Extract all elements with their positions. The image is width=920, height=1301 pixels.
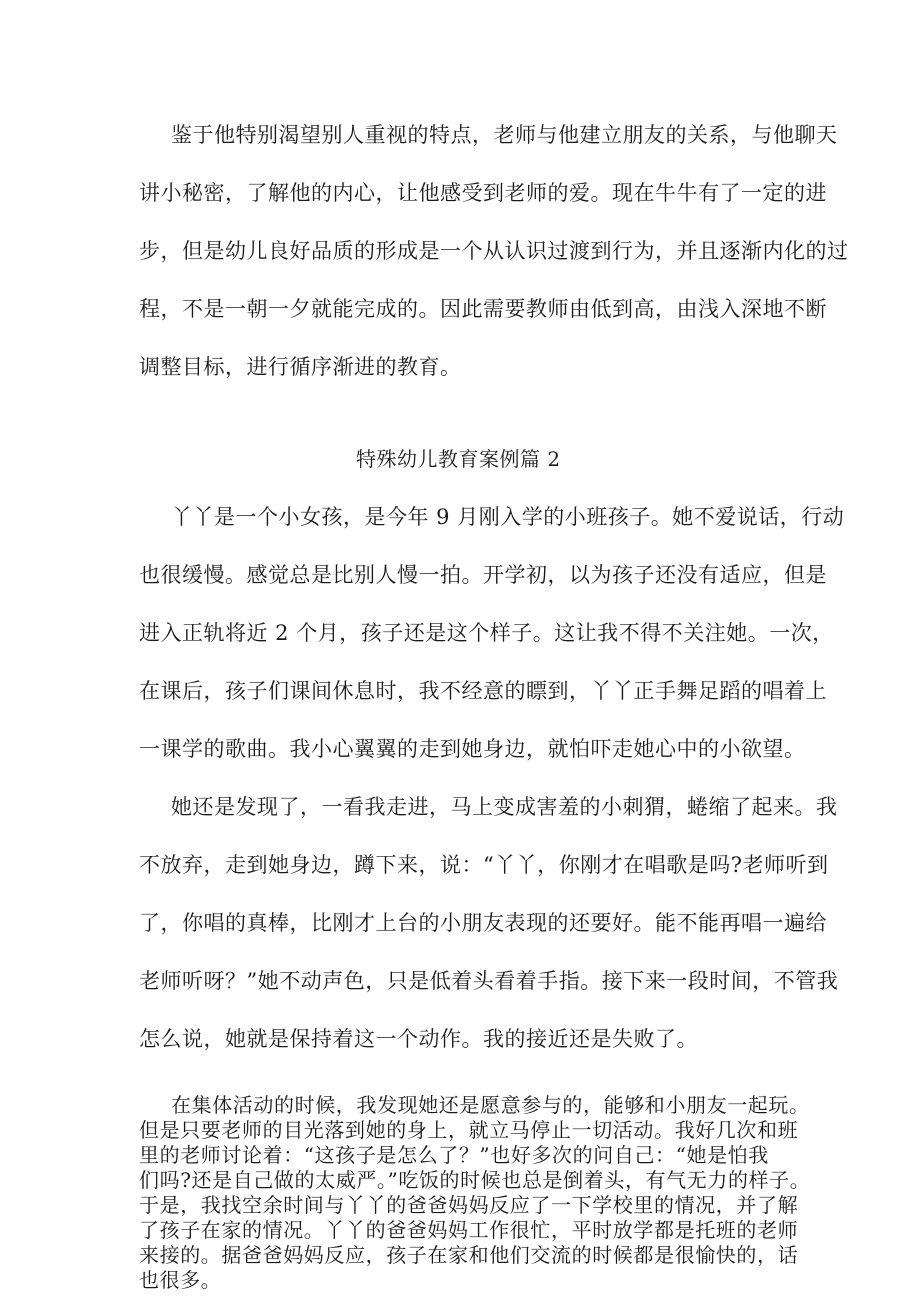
paragraph-line: 调整目标，进行循序渐进的教育。 [139, 355, 462, 379]
paragraph-line: 在集体活动的时候，我发现她还是愿意参与的，能够和小朋友一起玩。 [171, 1093, 810, 1117]
paragraph-line: 步，但是幼儿良好品质的形成是一个从认识过渡到行为，并且逐渐内化的过 [139, 239, 849, 263]
paragraph-line: 在课后，孩子们课间休息时，我不经意的瞟到，丫丫正手舞足蹈的唱着上 [139, 679, 827, 703]
paragraph-line: 讲小秘密，了解他的内心，让他感受到老师的爱。现在牛牛有了一定的进 [139, 181, 827, 205]
paragraph-line: 老师听呀？”她不动声色，只是低着头看着手指。接下来一段时间，不管我 [139, 969, 839, 993]
paragraph-line: 她还是发现了，一看我走进，马上变成害羞的小刺猬，蜷缩了起来。我 [171, 795, 838, 819]
paragraph-line: 了，你唱的真棒，比刚才上台的小朋友表现的还要好。能不能再唱一遍给 [139, 911, 827, 935]
paragraph-line: 不放弃，走到她身边，蹲下来，说：“丫丫，你刚才在唱歌是吗?老师听到 [139, 853, 829, 877]
section-title: 特殊幼儿教育案例篇 2 [356, 447, 561, 471]
paragraph-line: 于是，我找空余时间与丫丫的爸爸妈妈反应了一下学校里的情况，并了解 [139, 1193, 799, 1217]
paragraph-line: 但是只要老师的目光落到她的身上，就立马停止一切活动。我好几次和班 [139, 1118, 799, 1142]
paragraph-line: 也很多。 [139, 1268, 222, 1292]
paragraph-line: 鉴于他特别渴望别人重视的特点，老师与他建立朋友的关系，与他聊天 [171, 123, 838, 147]
paragraph-line: 也很缓慢。感觉总是比别人慢一拍。开学初，以为孩子还没有适应，但是 [139, 563, 827, 587]
paragraph-line: 里的老师讨论着：“这孩子是怎么了？”也好多次的问自己：“她是怕我 [139, 1143, 769, 1167]
paragraph-line: 来接的。据爸爸妈妈反应，孩子在家和他们交流的时候都是很愉快的，话 [139, 1243, 799, 1267]
paragraph-line: 了孩子在家的情况。丫丫的爸爸妈妈工作很忙，平时放学都是托班的老师 [139, 1218, 799, 1242]
paragraph-line: 丫丫是一个小女孩，是今年 9 月刚入学的小班孩子。她不爱说话，行动 [171, 505, 845, 529]
paragraph-line: 一课学的歌曲。我小心翼翼的走到她身边，就怕吓走她心中的小欲望。 [139, 737, 806, 761]
paragraph-line: 怎么说，她就是保持着这一个动作。我的接近还是失败了。 [139, 1027, 698, 1051]
paragraph-line: 们吗?还是自己做的太威严。”吃饭的时候也总是倒着头，有气无力的样子。 [139, 1168, 811, 1192]
paragraph-line: 进入正轨将近 2 个月，孩子还是这个样子。这让我不得不关注她。一次， [139, 621, 834, 645]
paragraph-line: 程，不是一朝一夕就能完成的。因此需要教师由低到高，由浅入深地不断 [139, 297, 827, 321]
